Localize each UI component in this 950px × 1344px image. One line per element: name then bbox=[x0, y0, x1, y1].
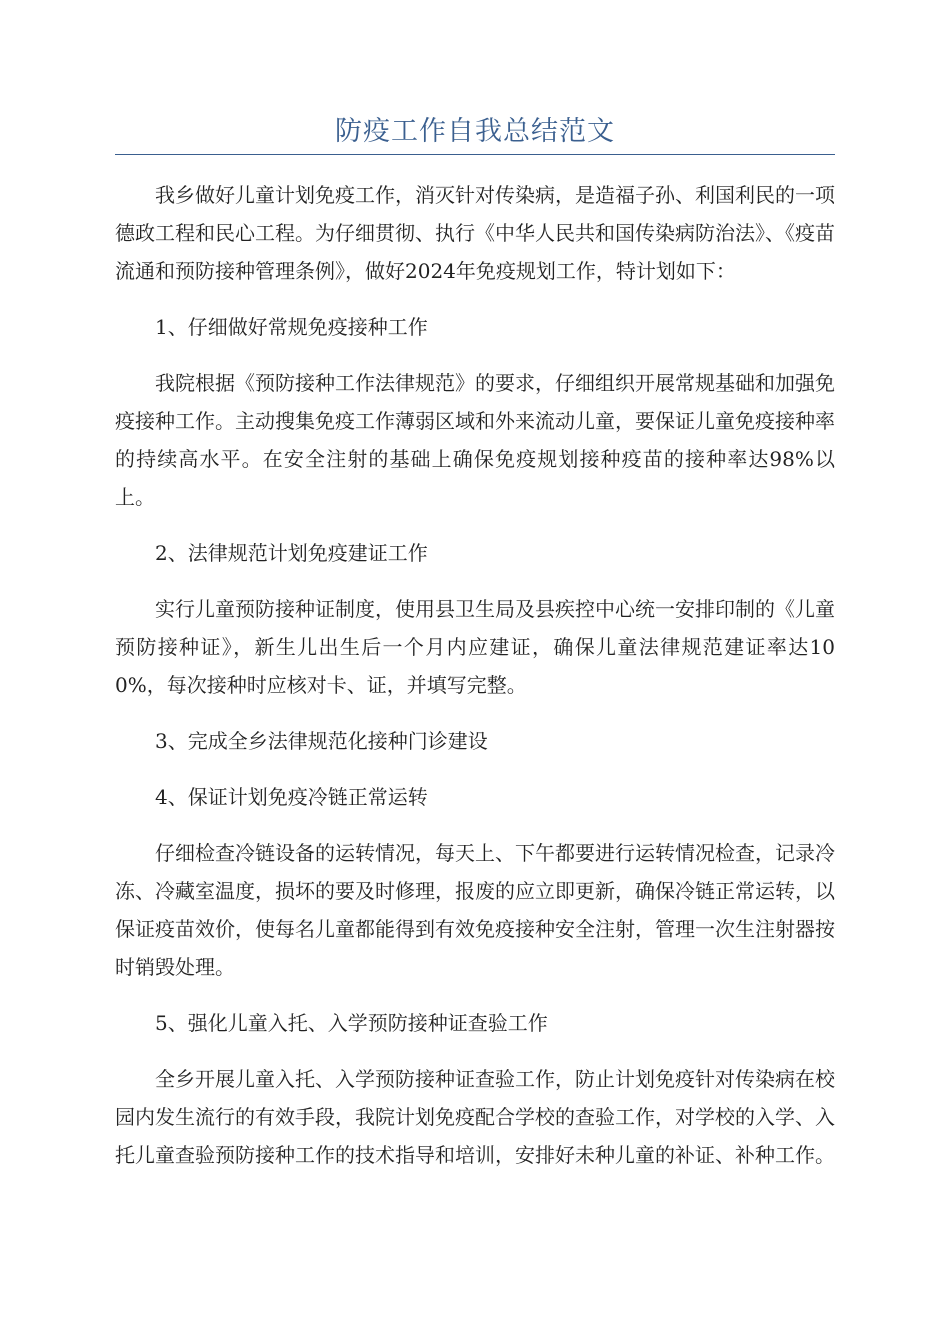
section-heading-1: 1、仔细做好常规免疫接种工作 bbox=[155, 315, 428, 339]
title-underline bbox=[115, 154, 835, 155]
paragraph-section-5: 全乡开展儿童入托、入学预防接种证查验工作，防止计划免疫针对传染病在校园内发生流行的有效手段，我院计划免疫配合学校的查验工作，对学校的入学、入托儿童查验预防接种工作的技术指导和培训，安排好未种儿童的补证、补种工作。 bbox=[115, 1067, 835, 1167]
paragraph-section-1: 我院根据《预防接种工作法律规范》的要求，仔细组织开展常规基础和加强免疫接种工作。主动搜集免疫工作薄弱区域和外来流动儿童，要保证儿童免疫接种率的持续高水平。在安全注射的基础上确保免疫规划接种疫苗的接种率达98%以上。 bbox=[115, 371, 835, 509]
section-heading-3: 3、完成全乡法律规范化接种门诊建设 bbox=[155, 729, 488, 753]
spacer bbox=[115, 760, 835, 778]
section-heading-4: 4、保证计划免疫冷链正常运转 bbox=[155, 785, 428, 809]
document-title: 防疫工作自我总结范文 bbox=[335, 116, 615, 147]
spacer bbox=[115, 986, 835, 1004]
spacer bbox=[115, 516, 835, 534]
section-heading-5: 5、强化儿童入托、入学预防接种证查验工作 bbox=[155, 1011, 548, 1035]
spacer bbox=[115, 346, 835, 364]
spacer bbox=[115, 1042, 835, 1060]
paragraph-section-4: 仔细检查冷链设备的运转情况，每天上、下午都要进行运转情况检查，记录冷冻、冷藏室温度，损坏的要及时修理，报废的应立即更新，确保冷链正常运转，以保证疫苗效价，使每名儿童都能得到有效免疫接种安全注射，管理一次生注射器按时销毁处理。 bbox=[115, 841, 835, 979]
document-body bbox=[115, 176, 835, 1174]
section-heading-2: 2、法律规范计划免疫建证工作 bbox=[155, 541, 428, 565]
spacer bbox=[115, 572, 835, 590]
paragraph-section-2: 实行儿童预防接种证制度，使用县卫生局及县疾控中心统一安排印制的《儿童预防接种证》，新生儿出生后一个月内应建证，确保儿童法律规范建证率达100%，每次接种时应核对卡、证，并填写完整。 bbox=[115, 597, 835, 697]
spacer bbox=[115, 290, 835, 308]
paragraph-intro: 我乡做好儿童计划免疫工作，消灭针对传染病，是造福子孙、利国利民的一项德政工程和民心工程。为仔细贯彻、执行《中华人民共和国传染病防治法》、《疫苗流通和预防接种管理条例》，做好2024年免疫规划工作，特计划如下： bbox=[115, 183, 835, 283]
spacer bbox=[115, 816, 835, 834]
spacer bbox=[115, 704, 835, 722]
